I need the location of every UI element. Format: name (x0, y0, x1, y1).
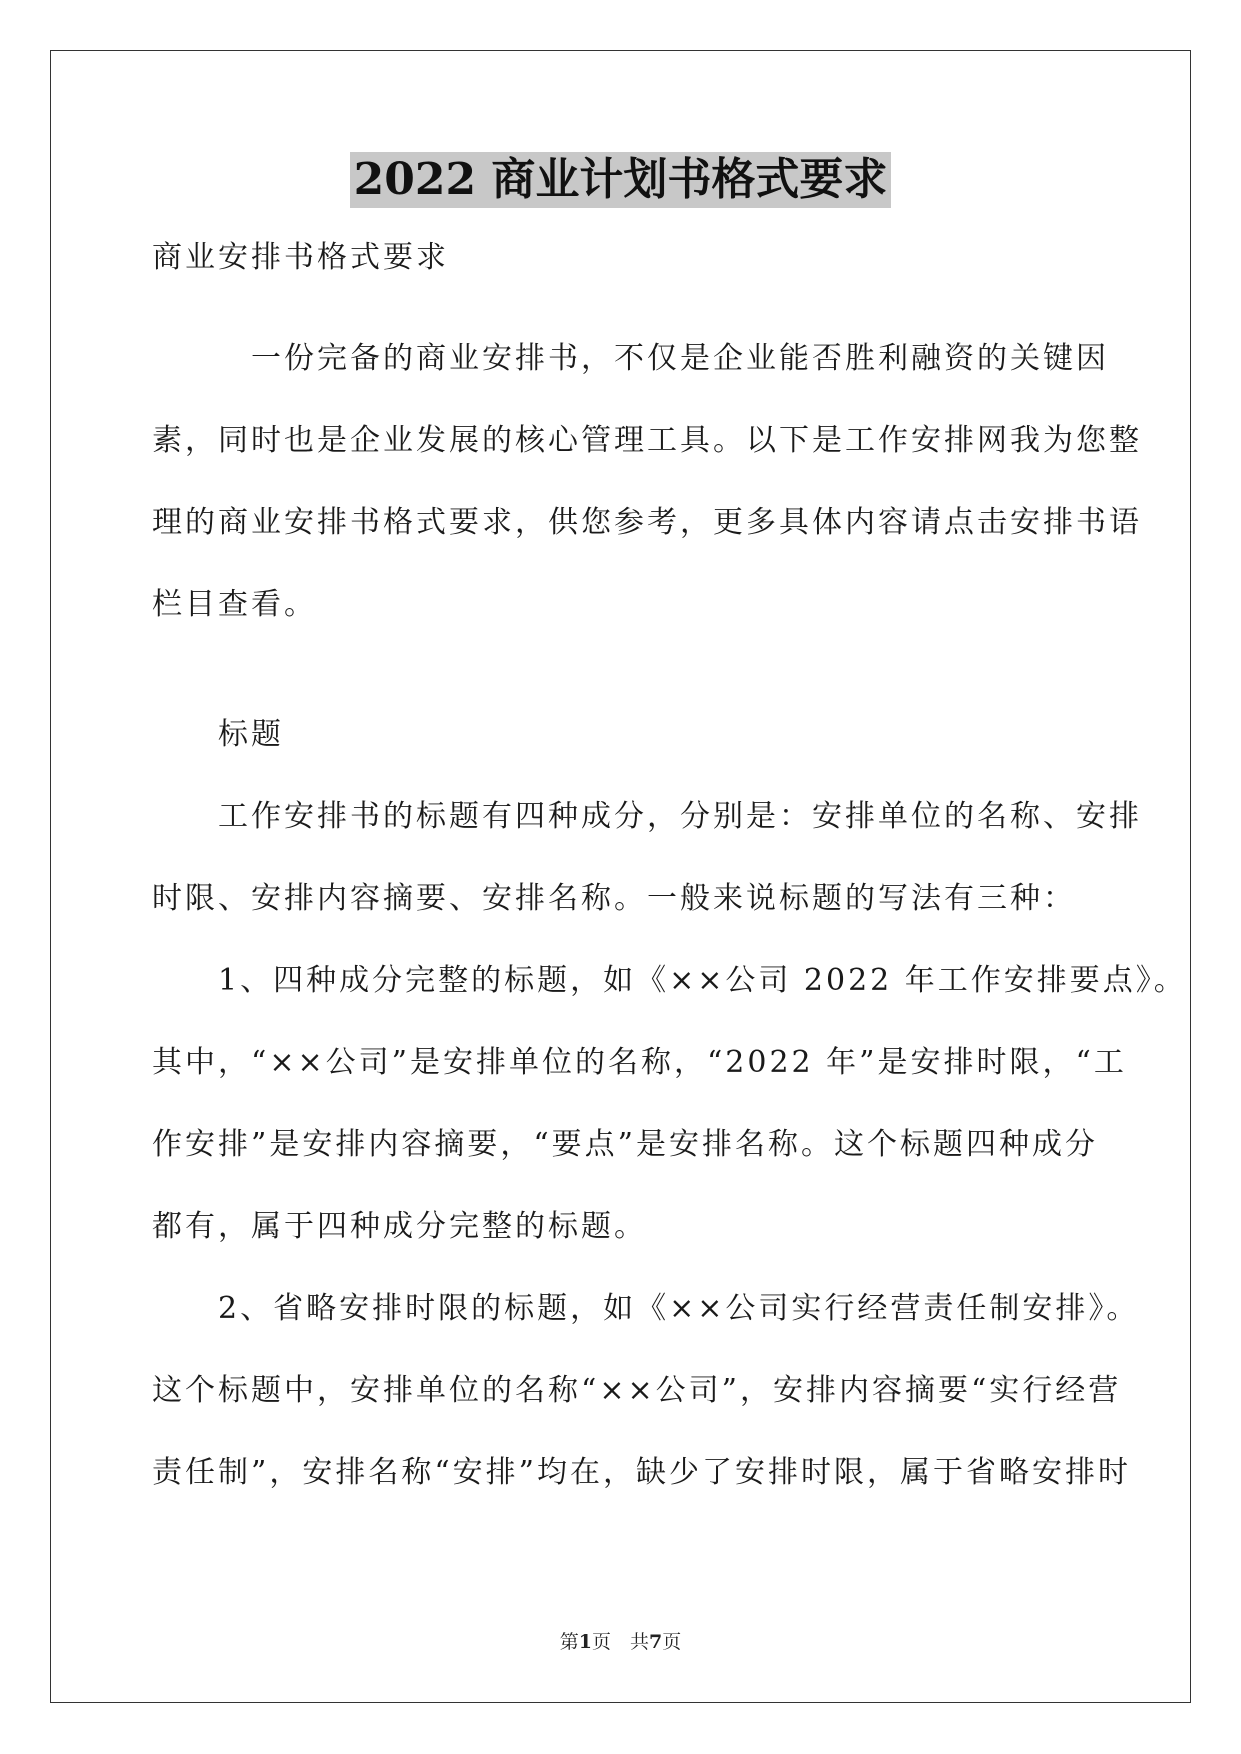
current-page-number: 1 (578, 1631, 592, 1653)
total-page-count: 7 (649, 1631, 663, 1653)
footer-middle: 页 共 (591, 1631, 649, 1653)
document-body (152, 236, 1187, 1514)
intro-paragraph (152, 318, 1142, 646)
paragraph-line: 时限、安排内容摘要、安排名称。一般来说标题的写法有三种： (152, 881, 1076, 916)
footer-suffix: 页 (662, 1631, 682, 1653)
paragraph-line: 理的商业安排书格式要求，供您参考，更多具体内容请点击安排书语 (152, 505, 1142, 540)
body-paragraphs (152, 776, 1187, 1514)
paragraph-line: 2、省略安排时限的标题，如《××公司实行经营责任制安排》。 (152, 1291, 1140, 1326)
document-title: 2022 商业计划书格式要求 (350, 152, 892, 208)
paragraph-line: 责任制”，安排名称“安排”均在，缺少了安排时限，属于省略安排时 (152, 1455, 1132, 1490)
title-container (0, 152, 1241, 208)
paragraph-line: 一份完备的商业安排书，不仅是企业能否胜利融资的关键因 (152, 341, 1109, 376)
paragraph-line: 作安排”是安排内容摘要，“要点”是安排名称。这个标题四种成分 (152, 1127, 1099, 1162)
paragraph-line: 都有，属于四种成分完整的标题。 (152, 1209, 647, 1244)
spacer (152, 646, 1097, 694)
paragraph-line: 工作安排书的标题有四种成分，分别是：安排单位的名称、安排 (152, 799, 1142, 834)
document-subtitle: 商业安排书格式要求 (152, 240, 449, 275)
section-heading: 标题 (152, 717, 284, 752)
page-footer (0, 1627, 1241, 1654)
paragraph-line: 栏目查看。 (152, 587, 317, 622)
footer-prefix: 第 (559, 1631, 579, 1653)
paragraph-line: 素，同时也是企业发展的核心管理工具。以下是工作安排网我为您整 (152, 423, 1142, 458)
paragraph-line: 其中，“××公司”是安排单位的名称，“2022 年”是安排时限，“工 (152, 1045, 1127, 1080)
paragraph-line: 1、四种成分完整的标题，如《××公司 2022 年工作安排要点》。 (152, 963, 1187, 998)
paragraph-line: 这个标题中，安排单位的名称“××公司”，安排内容摘要“实行经营 (152, 1373, 1122, 1408)
